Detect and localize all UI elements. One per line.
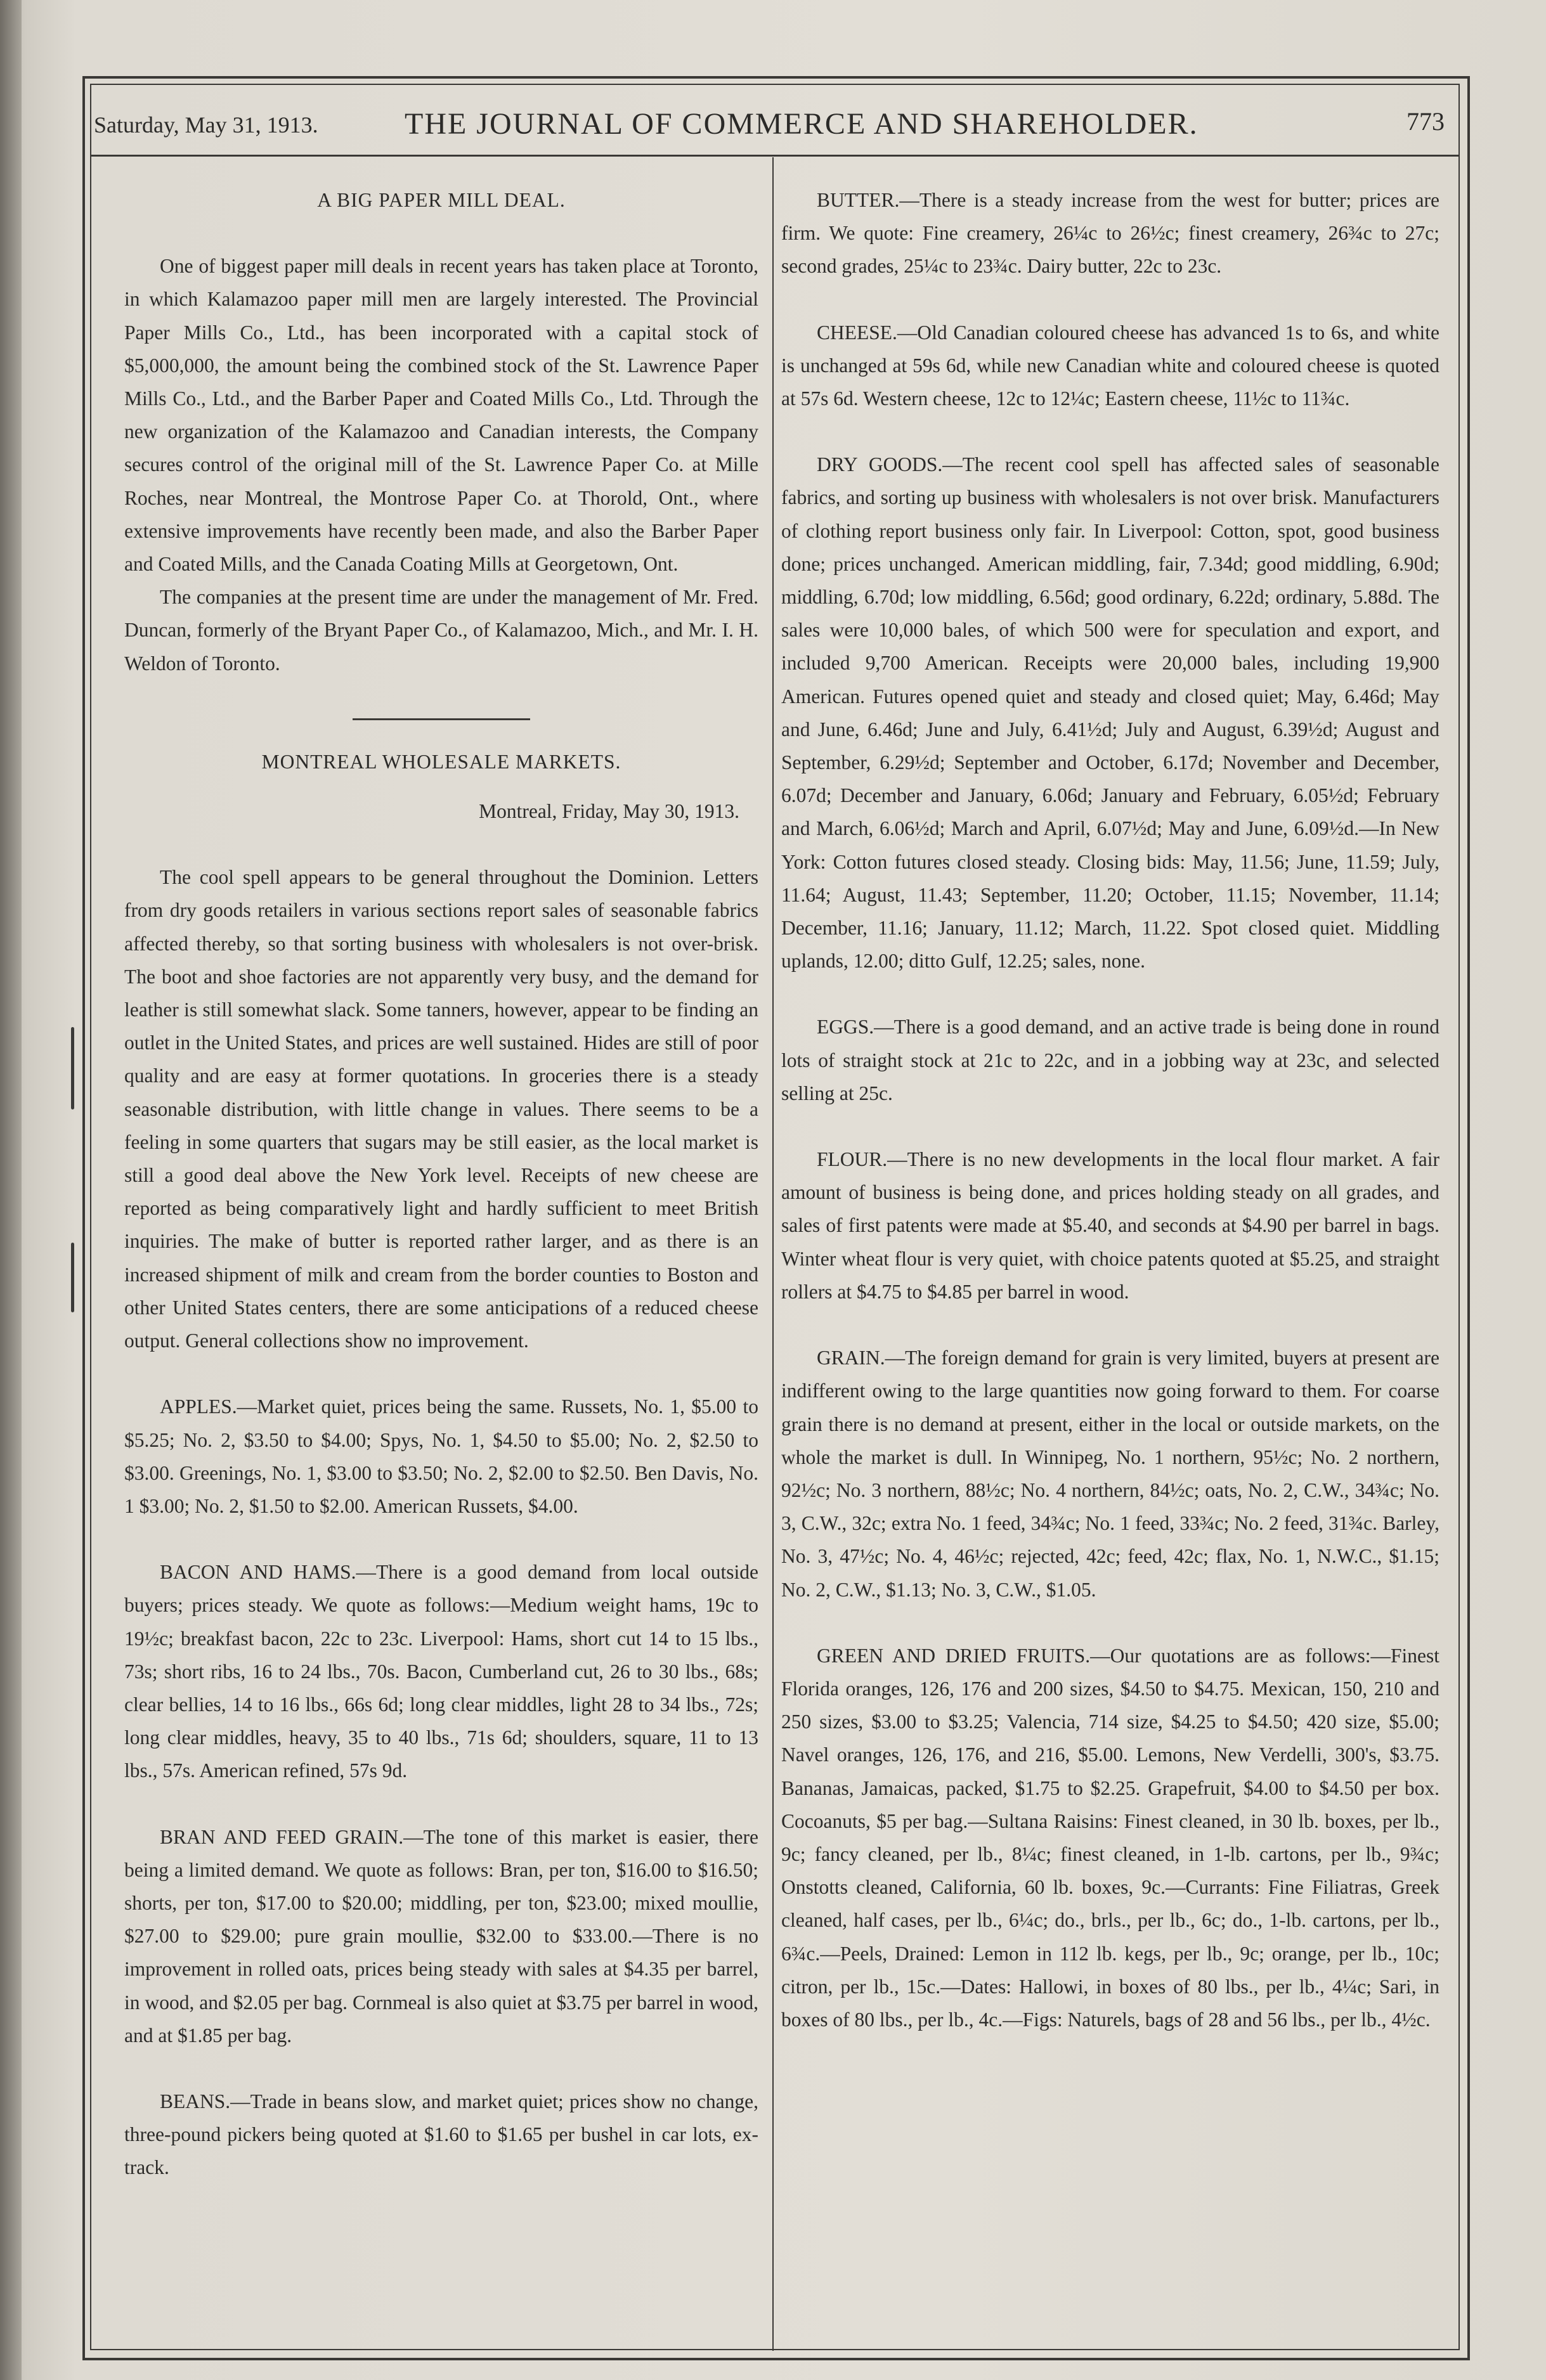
article-paragraph: The companies at the present time are under the management of Mr. Fred. Duncan, formerly of the Bryant Paper Co., of Kalamazoo, Mich., and Mr. I. H. Weldon of Toronto.: [124, 586, 758, 675]
column-divider: [772, 157, 774, 2351]
market-report-eggs: EGGS.—There is a good demand, and an active trade is being done in round lots of straight stock at 21c to 22c, and in a jobbing way at 23c, and selected selling at 25c.: [781, 1016, 1439, 1104]
journal-title: THE JOURNAL OF COMMERCE AND SHAREHOLDER.: [405, 107, 1198, 141]
market-report-flour: FLOUR.—There is no new developments in the local flour market. A fair amount of business is being done, and prices holding steady on all grades, and sales of first patents were made at $5.40, and seconds at $4.90 per barrel in bags. Winter wheat flour is very quiet, with choice patents quoted at $5.25, and straight rollers at $4.75 to $4.85 per barrel in wood.: [781, 1148, 1439, 1303]
dateline: Montreal, Friday, May 30, 1913.: [479, 800, 739, 823]
market-report-beans: BEANS.—Trade in beans slow, and market quiet; prices show no change, three-pound pickers being quoted at $1.60 to $1.65 per bushel in car lots, ex-track.: [124, 2090, 758, 2179]
page-number: 773: [1406, 107, 1445, 136]
left-column: [124, 184, 758, 2185]
market-report-grain: GRAIN.—The foreign demand for grain is very limited, buyers at present are indifferent owing to the large quantities now going forward to them. For coarse grain there is no demand at present, either in the local or outside markets, on the whole the market is dull. In Winnipeg, No. 1 northern, 95½c; No. 2 northern, 92½c; No. 3 northern, 88½c; No. 4 northern, 84½c; oats, No. 2, C.W., 34¾c; No. 3, C.W., 32c; extra No. 1 feed, 34¾c; No. 1 feed, 33¾c; No. 2 feed, 31¾c. Barley, No. 3, 47½c; No. 4, 46½c; rejected, 42c; feed, 42c; flax, No. 1, N.W.C., $1.15; No. 2, C.W., $1.13; No. 3, C.W., $1.05.: [781, 1347, 1439, 1601]
margin-pencil-mark: [71, 1027, 74, 1109]
market-report-bran: BRAN AND FEED GRAIN.—The tone of this market is easier, there being a limited demand. We quote as follows: Bran, per ton, $16.00 to $16.50; shorts, per ton, $17.00 to $20.00; middling, per ton, $23.00; mixed moullie, $27.00 to $29.00; pure grain moullie, $32.00 to $33.00.—There is no improvement in rolled oats, prices being steady with sales at $4.35 per barrel, in wood, and $2.05 per bag. Cornmeal is also quiet at $3.75 per barrel in wood, and at $1.85 per bag.: [124, 1825, 758, 2047]
article-heading: MONTREAL WHOLESALE MARKETS.: [261, 750, 621, 773]
article-paragraph: One of biggest paper mill deals in recent years has taken place at Toronto, in which Kalamazoo paper mill men are largely interested. The Provincial Paper Mills Co., Ltd., has been incorporated with a capital stock of $5,000,000, the amount being the combined stock of the St. Lawrence Paper Mills Co., Ltd., and the Barber Paper and Coated Mills Co., Ltd. Through the new organization of the Kalamazoo and Canadian interests, the Company secures control of the original mill of the St. Lawrence Paper Co. at Mille Roches, near Montreal, the Montrose Paper Co. at Thorold, Ont., where extensive improvements have recently been made, and also the Barber Paper and Coated Mills, and the Canada Coating Mills at Georgetown, Ont.: [124, 255, 758, 576]
market-report-bacon: BACON AND HAMS.—There is a good demand from local outside buyers; prices steady. We quote as follows:—Medium weight hams, 19c to 19½c; breakfast bacon, 22c to 23c. Liverpool: Hams, short cut 14 to 15 lbs., 73s; short ribs, 16 to 24 lbs., 70s. Bacon, Cumberland cut, 26 to 30 lbs., 68s; clear bellies, 14 to 16 lbs., 66s 6d; long clear middles, light 28 to 34 lbs., 72s; long clear middles, heavy, 35 to 40 lbs., 71s 6d; shoulders, square, 11 to 13 lbs., 57s. American refined, 57s 9d.: [124, 1561, 758, 1782]
issue-date: Saturday, May 31, 1913.: [94, 112, 318, 138]
book-binding-edge: [0, 0, 22, 2380]
market-report-fruits: GREEN AND DRIED FRUITS.—Our quotations are as follows:—Finest Florida oranges, 126, 176 and 200 sizes, $4.50 to $4.75. Mexican, 150, 210 and 250 sizes, $3.00 to $3.25; Valencia, 714 size, $4.25 to $4.50; 420 size, $5.00; Navel oranges, 126, 176, and 216, $5.00. Lemons, New Verdelli, 300's, $3.75. Bananas, Jamaicas, packed, $1.75 to $2.25. Grapefruit, $4.00 to $4.50 per box. Cocoanuts, $5 per bag.—Sultana Raisins: Finest cleaned, in 30 lb. boxes, per lb., 9c; fancy cleaned, per lb., 8¼c; finest cleaned, in 1-lb. cartons, per lb., 9¾c; Onstotts cleaned, California, 60 lb. boxes, 9c.—Currants: Fine Filiatras, Greek cleaned, half cases, per lb., 6¼c; do., brls., per lb., 6c; do., 1-lb. cartons, per lb., 6¾c.—Peels, Drained: Lemon in 112 lb. kegs, per lb., 9c; orange, per lb., 10c; citron, per lb., 15c.—Dates: Hallowi, in boxes of 80 lbs., per lb., 4¼c; Sari, in boxes of 80 lbs., per lb., 4c.—Figs: Naturels, bags of 28 and 56 lbs., per lb., 4½c.: [781, 1644, 1439, 2031]
article-paragraph: The cool spell appears to be general throughout the Dominion. Letters from dry goods retailers in various sections report sales of seasonable fabrics affected thereby, so that sorting business with wholesalers is not over-brisk. The boot and shoe factories are not apparently very busy, and the demand for leather is still somewhat slack. Some tanners, however, appear to be finding an outlet in the United States, and prices are well sustained. Hides are still of poor quality and are easy at former quotations. In groceries there is a steady seasonable distribution, with little change in values. There seems to be a feeling in some quarters that sugars may be still easier, as the local market is still a good deal above the New York level. Receipts of new cheese are reported as being comparatively light and hardly sufficient to meet British inquiries. The make of butter is reported rather larger, and as there is an increased shipment of milk and cream from the border counties to Boston and other United States centers, there are some anticipations of a reduced cheese output. General collections show no improvement.: [124, 866, 758, 1352]
market-report-dry-goods: DRY GOODS.—The recent cool spell has affected sales of seasonable fabrics, and sorting up business with wholesalers is not over brisk. Manufacturers of clothing report business only fair. In Liverpool: Cotton, spot, good business done; prices unchanged. American middling, fair, 7.34d; good middling, 6.90d; middling, 6.70d; low middling, 6.56d; good ordinary, 6.22d; ordinary, 5.88d. The sales were 10,000 bales, of which 500 were for speculation and export, and included 9,700 American. Receipts were 20,000 bales, including 19,900 American. Futures opened quiet and steady and closed quiet; May, 6.46d; May and June, 6.46d; June and July, 6.41½d; July and August, 6.39½d; August and September, 6.29½d; September and October, 6.17d; November and December, 6.07d; December and January, 6.06d; January and February, 6.05½d; February and March, 6.06½d; March and April, 6.07½d; May and June, 6.09½d.—In New York: Cotton futures closed steady. Closing bids: May, 11.56; June, 11.59; July, 11.64; August, 11.43; September, 11.20; October, 11.15; November, 11.14; December, 11.16; January, 11.12; March, 11.22. Spot closed quiet. Middling uplands, 12.00; ditto Gulf, 12.25; sales, none.: [781, 453, 1439, 973]
right-column: [781, 184, 1439, 2036]
market-report-cheese: CHEESE.—Old Canadian coloured cheese has advanced 1s to 6s, and white is unchanged at 59s 6d, while new Canadian white and coloured cheese is quoted at 57s 6d. Western cheese, 12c to 12¼c; Eastern cheese, 11½c to 11¾c.: [781, 321, 1439, 410]
running-header: [94, 107, 1451, 151]
margin-pencil-mark: [71, 1243, 74, 1312]
market-report-butter: BUTTER.—There is a steady increase from the west for butter; prices are firm. We quote: Fine creamery, 26¼c to 26½c; finest creamery, 26¾c to 27c; second grades, 25¼c to 23¾c. Dairy butter, 22c to 23c.: [781, 189, 1439, 278]
market-report-apples: APPLES.—Market quiet, prices being the same. Russets, No. 1, $5.00 to $5.25; No. 2, $3.50 to $4.00; Spys, No. 1, $4.50 to $5.00; No. 2, $2.50 to $3.00. Greenings, No. 1, $3.00 to $3.50; No. 2, $2.00 to $2.50. Ben Davis, No. 1 $3.00; No. 2, $1.50 to $2.00. American Russets, $4.00.: [124, 1395, 758, 1517]
article-heading: A BIG PAPER MILL DEAL.: [317, 189, 566, 211]
section-separator: [353, 718, 530, 720]
header-rule: [90, 155, 1460, 157]
